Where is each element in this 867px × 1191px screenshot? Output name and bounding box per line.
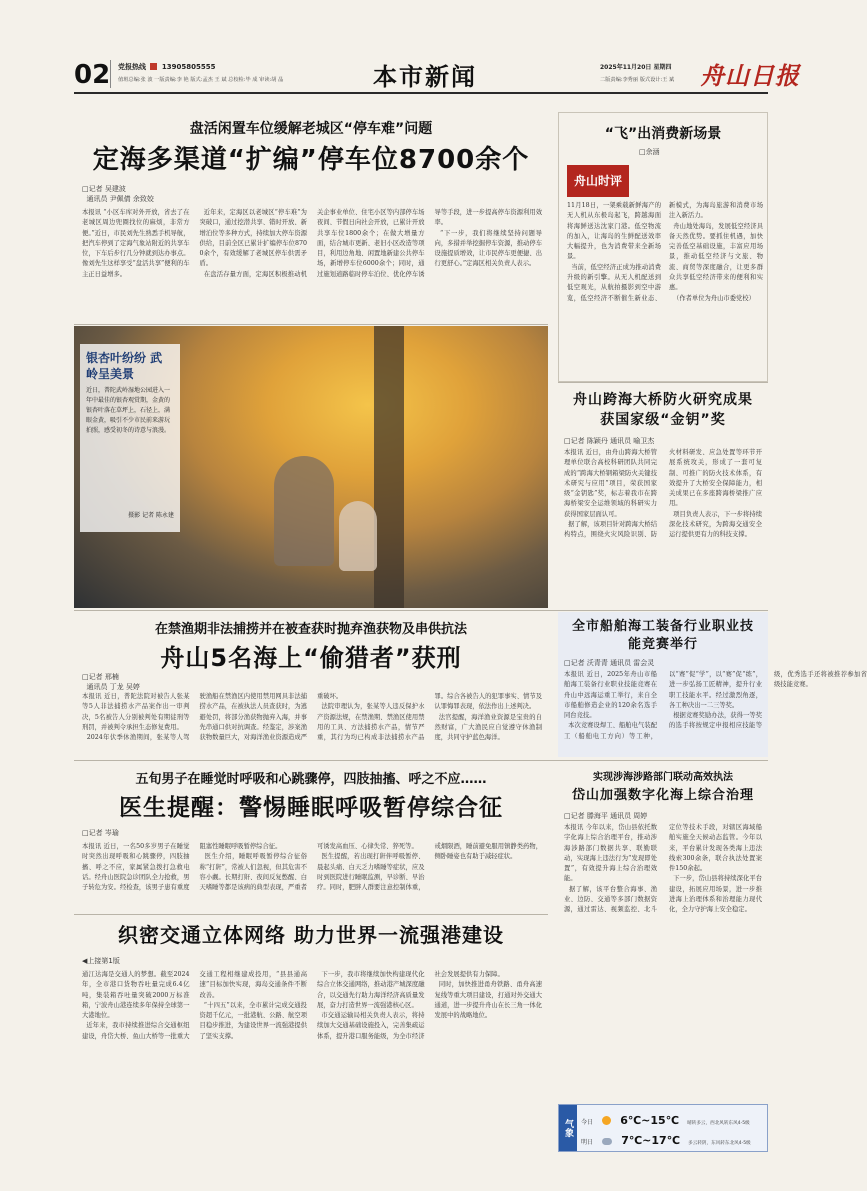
fishing-kicker: 在禁渔期非法捕捞并在被查获时抛弃渔获物及串供抗法 xyxy=(154,622,467,637)
sleep-headline: 医生提醒：警惕睡眠呼吸暂停综合征 xyxy=(119,795,503,821)
story-bridge xyxy=(558,384,768,608)
today-range: 6℃~15℃ xyxy=(620,1114,680,1127)
story-body: 本报讯 “小区车库对外开放，省去了在老城区周边兜圈找位的麻烦，非常方便。”近日，市民刘先生熟悉手机导航，把汽车停到了定海气象站附近的共享车位，下车后步行几分钟就到达办事点。像刘先生这样享受“盘活共享”便利的车主正日益增多。 近年来，定海区以老城区“停车难”为突破口，通过挖潜共享、错时开放、新增泊位等多种方式，持续加大停车资源供给，目前全区已累计扩编停车位8700余个，有效缓解了老城区停车供需矛盾。 在盘活存量方面，定海区积极推动机关企事业单位、住宅小区等内部停车场夜间、节假日向社会开放，已累计开放共享车位1800余个；在做大增量方面，结合城市更新、老旧小区改造等项目，利用边角地、闲置地新建公共停车场，新增停车位6000余个；同时，通过施划道路临时停车泊位、优化停车诱导等手段，进一步提高停车资源利用效率。 “下一步，我们将继续坚持问题导向，多措并举挖掘停车资源，推动停车设施提质增效，让市民停车更便捷、出行更舒心。”定海区相关负责人表示。 xyxy=(82,209,542,278)
sun-icon xyxy=(602,1116,611,1125)
tomorrow-range: 7℃~17℃ xyxy=(621,1134,681,1147)
weather-box xyxy=(558,1104,768,1152)
caption-text: 近日，普陀武岭湿地公园进入一年中最佳的银杏观赏期，金黄的银杏叶落在草坪上，石径上，满眼金黄，吸引不少市民前来游玩拍照，感受初冬的诗意与浪漫。 xyxy=(86,387,171,434)
photo-caption xyxy=(80,344,180,532)
page-number: 02 xyxy=(74,60,111,90)
network-byline: ◀上接第1版 xyxy=(82,957,120,965)
page-header xyxy=(0,0,842,92)
caption-credit: 摄影 记者 陈永建 xyxy=(128,512,174,519)
port-body: 本报讯 今年以来，岱山县依托数字化海上综合治理平台，推动涉海涉路部门数据共享、联勤联动，实现海上违法行为“发现即处置”，有效提升海上综合治理效能。 据了解，该平台整合海事、渔业、边防、交通等多部门数据资源，通过雷达、视频监控、北斗定位等技术手段，对辖区海域船舶实施全天候动态监管。今年以来，平台累计发现各类海上违法线索300余条，联合执法处置案件150余起。 下一步，岱山县将持续深化平台建设，拓展应用场景，进一步推进海上治理体系和治理能力现代化，全力守护海上安全稳定。 xyxy=(564,824,762,914)
weather-label: 气象 xyxy=(559,1105,577,1151)
fishing-headline: 舟山5名海上“偷猎者”获刑 xyxy=(160,644,462,672)
network-body: 通江达海是交通人的梦想。截至2024年，全市港口货物吞吐量完成6.4亿吨，集装箱吞吐量突破2000万标准箱，宁波舟山港连续多年保持全球第一大港地位。 近年来，我市持续推进综合交通枢纽建设，舟岱大桥、鱼山大桥等一批重大交通工程相继建成投用，“县县通高速”目标加快实现，海岛交通条件不断改善。 “十四五”以来，全市累计完成交通投资超千亿元，一批港航、公路、航空项目稳步推进，为建设世界一流强港提供了坚实支撑。 下一步，我市将继续加快构建现代化综合立体交通网络，推动港产城深度融合，以交通先行助力海洋经济高质量发展，奋力打造世界一流强港核心区。 市交通运输局相关负责人表示，将持续加大交通基础设施投入，完善集疏运体系，提升港口服务能级，为全市经济社会发展提供有力保障。 同时，加快推进甬舟铁路、甬舟高速复线等重大项目建设，打通对外交通大通道，进一步提升舟山在长三角一体化发展中的战略地位。 xyxy=(82,971,542,1040)
column-name: 舟山时评 xyxy=(573,174,622,188)
bridge-body: 本报讯 近日，由舟山跨海大桥管理单位联合高校科研团队共同完成的“跨海大桥钢箱梁防火关键技术研究与应用”项目，荣获国家级“金钥匙”奖，标志着我市在跨海桥梁安全运维领域的科研实力获得国家层面认可。 据了解，该项目针对跨海大桥结构特点，围绕火灾风险识别、防火材料研发、应急处置等环节开展系统攻关，形成了一套可复制、可推广的防火技术体系，有效提升了大桥安全保障能力，相关成果已在多座跨海桥梁推广应用。 项目负责人表示，下一步将持续深化技术研究，为跨海交通安全运行提供更有力的科技支撑。 xyxy=(564,449,762,539)
commentary-box xyxy=(558,112,768,382)
story-craft xyxy=(558,612,867,757)
story-fishing xyxy=(74,612,548,757)
commentary-author: □余涵 xyxy=(639,148,660,156)
tomorrow-desc: 多云转阴，东风转东北风4-5级 xyxy=(688,1141,751,1146)
hotline-number: 13905805555 xyxy=(161,63,216,71)
bridge-headline: 舟山跨海大桥防火研究成果获国家级“金钥”奖 xyxy=(573,392,753,428)
phone-icon xyxy=(150,63,157,70)
story-byline: □记者 吴建波 通讯员 尹佩倩 余致姣 xyxy=(82,185,154,203)
craft-byline: □记者 沃青青 通讯员 雷会灵 xyxy=(564,659,655,667)
editor-credits: 值班总编:张 波 一版责编:李 艳 版式:孟杰 王 斌 总校检:毕 成 审读:胡 晶 xyxy=(118,77,284,83)
tomorrow-label: 明日 xyxy=(581,1139,594,1146)
story-parking xyxy=(74,110,548,320)
person-figure xyxy=(274,456,334,566)
story-port xyxy=(558,762,768,1142)
today-label: 今日 xyxy=(581,1119,594,1126)
fishing-body: 本报讯 近日，普陀法院对被告人张某等5人非法捕捞水产品案作出一审判决，5名被告人分别被判处有期徒刑等刑罚，并被判令承担生态修复费用。 2024年伏季休渔期间，张某等人驾驶渔船在禁渔区内使用禁用网具非法捕捞水产品，在被执法人员查获时，为逃避处罚，将部分渔获物抛弃入海，并事先串通口供对抗调查。经鉴定，涉案渔获物数量巨大，对海洋渔业资源造成严重破坏。 法院审理认为，张某等人违反保护水产资源法规，在禁渔期、禁渔区使用禁用的工具、方法捕捞水产品，情节严重，其行为均已构成非法捕捞水产品罪。综合各被告人的犯罪事实、情节及认罪悔罪表现，依法作出上述判决。 法官提醒，海洋渔业资源是宝贵的自然财富，广大渔民应自觉遵守休渔制度，共同守护蓝色海洋。 xyxy=(82,693,542,742)
network-headline: 织密交通立体网络 助力世界一流强港建设 xyxy=(118,923,504,947)
fishing-byline: □记者 邢楠 通讯员 丁龙 吴婷 xyxy=(82,673,140,691)
weather-tomorrow xyxy=(581,1129,751,1148)
story-headline: 定海多渠道“扩编”停车位8700余个 xyxy=(92,145,530,175)
story-network xyxy=(74,916,548,1142)
layout-credits: 二版责编:李秀丽 版式设计:王 斌 xyxy=(600,77,675,83)
craft-body: 本报讯 近日，2025年舟山市船舶海工装备行业职业技能竞赛在舟山中远海运重工举行，来自全市船舶修造企业的120余名选手同台竞技。 本次竞赛设焊工、船舶电气装配工（船舶电工方向）等工种，以“赛”促“学”，以“赛”促“练”，进一步弘扬工匠精神，提升行业职工技能水平。经过激烈角逐，各工种决出一二三等奖。 根据竞赛奖励办法，获得一等奖的选手将按规定申报相应技能等级，优秀选手还将被推荐参加省级技能竞赛。 xyxy=(564,671,867,740)
sleep-body: 本报讯 近日，一名50多岁男子在睡觉时突然出现呼吸和心跳骤停，四肢抽搐、呼之不应，家属紧急拨打急救电话。经舟山医院急诊团队全力抢救，男子转危为安。经检查，该男子患有重度阻塞性睡眠呼吸暂停综合征。 医生介绍，睡眠呼吸暂停综合征俗称“打鼾”，常被人们忽视，但其危害不容小觑。长期打鼾、夜间反复憋醒、白天嗜睡等都是该病的典型表现，严重者可诱发高血压、心律失常、猝死等。 医生提醒，若出现打鼾伴呼吸暂停、晨起头痛、白天乏力嗜睡等症状，应及时到医院进行睡眠监测，早诊断、早治疗。同时，肥胖人群要注意控制体重，戒烟限酒，睡前避免服用镇静类药物，侧卧睡姿也有助于减轻症状。 xyxy=(82,843,542,892)
child-figure xyxy=(339,501,377,571)
port-kicker: 实现涉海涉路部门联动高效执法 xyxy=(593,772,733,783)
bridge-byline: □记者 陈颖丹 通讯员 喻卫杰 xyxy=(564,437,655,445)
story-sleep xyxy=(74,762,548,912)
hotline-label: 党报热线 xyxy=(118,63,146,71)
today-desc: 晴转多云，西北风转东风4-5级 xyxy=(687,1121,750,1126)
port-byline: □记者 滕海平 通讯员 周婷 xyxy=(564,812,648,820)
port-headline: 岱山加强数字化海上综合治理 xyxy=(571,788,754,803)
commentary-kicker: “飞”出消费新场景 xyxy=(604,126,722,142)
story-kicker: 盘活闲置车位缓解老城区“停车难”问题 xyxy=(189,121,433,137)
caption-title: 银杏叶纷纷 武岭呈美景 xyxy=(86,351,163,381)
sleep-byline: □记者 岑瑜 xyxy=(82,829,119,837)
section-title: 本市新闻 xyxy=(373,63,477,91)
hotline xyxy=(118,62,215,72)
newspaper-logo: 舟山日报 xyxy=(700,61,800,90)
weather-today xyxy=(581,1109,750,1128)
craft-headline: 全市船舶海工装备行业职业技能竞赛举行 xyxy=(571,619,754,652)
tree-trunk xyxy=(374,326,404,608)
cloud-icon xyxy=(602,1138,612,1145)
commentary-body: 11月18日，一架乘载新鲜海产的无人机从东极岛起飞，跨越海面将海鲜送达沈家门港。低空物流的加入，让海岛的生鲜配送效率大幅提升，也为消费带来全新场景。 当前，低空经济正成为推动消费升级的新引擎。从无人机配送到低空观光，从航拍摄影到空中游览，低空经济不断催生新业态、新模式，为海岛旅游和消费市场注入新活力。 舟山地处海岛，发展低空经济具备天然优势。要抓住机遇，加快完善低空基础设施，丰富应用场景，推动低空经济与文旅、物流、商贸等深度融合，让更多群众共享低空经济带来的便利和实惠。 （作者单位为舟山市委党校） xyxy=(567,202,763,302)
sleep-kicker: 五旬男子在睡觉时呼吸和心跳骤停，四肢抽搐、呼之不应…… xyxy=(135,772,487,787)
issue-date: 2025年11月20日 星期四 xyxy=(600,64,672,71)
